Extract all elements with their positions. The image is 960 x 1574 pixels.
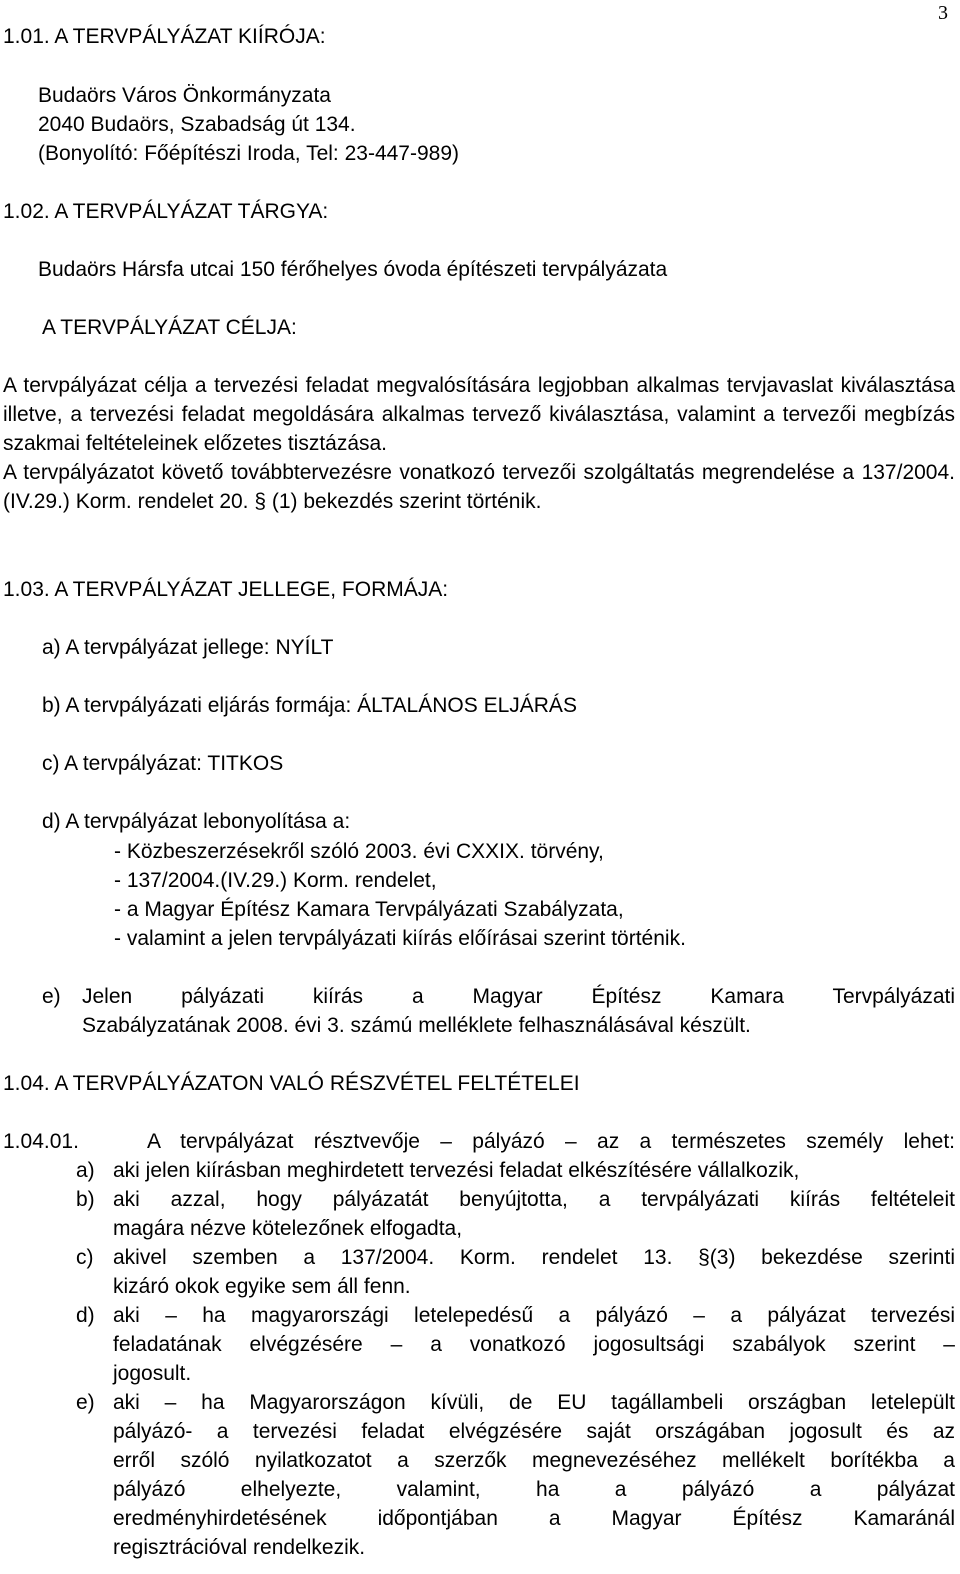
condition-text-line: regisztrációval rendelkezik. [113,1536,366,1559]
item-d-conduct: d) A tervpályázat lebonyolítása a: [42,810,351,833]
conduct-list-item: - valamint a jelen tervpályázati kiírás előírásai szerint történik. [114,927,686,950]
condition-text-line: kizáró okok egyike sem áll fenn. [113,1275,411,1298]
condition-label: d) [76,1304,95,1327]
condition-text-line: jogosult. [113,1362,192,1385]
condition-text-line: aki jelen kiírásban meghirdetett tervezési feladat elkészítésére vállalkozik, [113,1159,800,1182]
goal-paragraph: A tervpályázat célja a tervezési feladat megvalósítására legjobban alkalmas tervjavaslat kiválasztása illetve, a tervezési feladat megoldására alkalmas tervező kiválasztása, valamint a tervezői megbízás szakmai feltételeinek előzetes tisztázása. [3,374,955,455]
item-c-secrecy: c) A tervpályázat: TITKOS [42,752,284,775]
item-b-procedure: b) A tervpályázati eljárás formája: ÁLTALÁNOS ELJÁRÁS [42,694,577,717]
conduct-list-item: - Közbeszerzésekről szóló 2003. évi CXXIX. törvény, [114,840,604,863]
condition-text-line: pályázó- a tervezési feladat elvégzésére saját országában jogosult és az [113,1420,955,1443]
issuer-address: 2040 Budaörs, Szabadság út 134. [38,113,356,136]
conduct-list-item: - 137/2004.(IV.29.) Korm. rendelet, [114,869,437,892]
conduct-list-item: - a Magyar Építész Kamara Tervpályázati Szabályzata, [114,898,624,921]
condition-text-line: feladatának elvégzésére – a vonatkozó jogosultsági szabályok szerint – [113,1333,955,1356]
condition-text-line: aki – ha magyarországi letelepedésű a pályázó – a pályázat tervezési [113,1304,955,1327]
condition-text-line: akivel szemben a 137/2004. Korm. rendelet 13. §(3) bekezdése szerinti [113,1246,955,1269]
competition-subject: Budaörs Hársfa utcai 150 férőhelyes óvoda építészeti tervpályázata [38,258,668,281]
issuer-name: Budaörs Város Önkormányzata [38,84,331,107]
follow-up-paragraph: A tervpályázatot követő továbbtervezésre vonatkozó tervezői szolgáltatás megrendelése a 137/2004. (IV.29.) Korm. rendelet 20. § (1) bekezdés szerint történik. [3,461,955,513]
subsection-number: 1.04.01. [3,1130,79,1153]
condition-label: a) [76,1159,95,1182]
condition-text-line: pályázó elhelyezte, valamint, ha a pályázó a pályázat [113,1478,955,1501]
item-e-line: Jelen pályázati kiírás a Magyar Építész Kamara Tervpályázati [82,985,955,1008]
goal-heading: A TERVPÁLYÁZAT CÉLJA: [42,316,297,339]
condition-label: c) [76,1246,94,1269]
section-heading-1-04: 1.04. A TERVPÁLYÁZATON VALÓ RÉSZVÉTEL FELTÉTELEI [3,1072,580,1095]
item-a-character: a) A tervpályázat jellege: NYÍLT [42,636,334,659]
condition-label: b) [76,1188,95,1211]
condition-text-line: eredményhirdetésének időpontjában a Magyar Építész Kamaránál [113,1507,955,1530]
condition-text-line: aki – ha Magyarországon kívüli, de EU tagállambeli országban letelepült [113,1391,955,1414]
condition-text-line: magára nézve kötelezőnek elfogadta, [113,1217,463,1240]
section-heading-1-01: 1.01. A TERVPÁLYÁZAT KIÍRÓJA: [3,25,326,48]
condition-text-line: erről szóló nyilatkozatot a szerzők megnevezéséhez mellékelt borítékba a [113,1449,955,1472]
subsection-intro: A tervpályázat résztvevője – pályázó – az a természetes személy lehet: [147,1130,955,1153]
issuer-contact: (Bonyolító: Főépítészi Iroda, Tel: 23-447-989) [38,142,460,165]
page-number: 3 [938,2,948,24]
section-heading-1-03: 1.03. A TERVPÁLYÁZAT JELLEGE, FORMÁJA: [3,578,449,601]
item-e-line: Szabályzatának 2008. évi 3. számú melléklete felhasználásával készült. [82,1014,751,1037]
item-e-label: e) [42,985,61,1008]
condition-text-line: aki azzal, hogy pályázatát benyújtotta, a tervpályázati kiírás feltételeit [113,1188,955,1211]
condition-label: e) [76,1391,95,1414]
section-heading-1-02: 1.02. A TERVPÁLYÁZAT TÁRGYA: [3,200,329,223]
